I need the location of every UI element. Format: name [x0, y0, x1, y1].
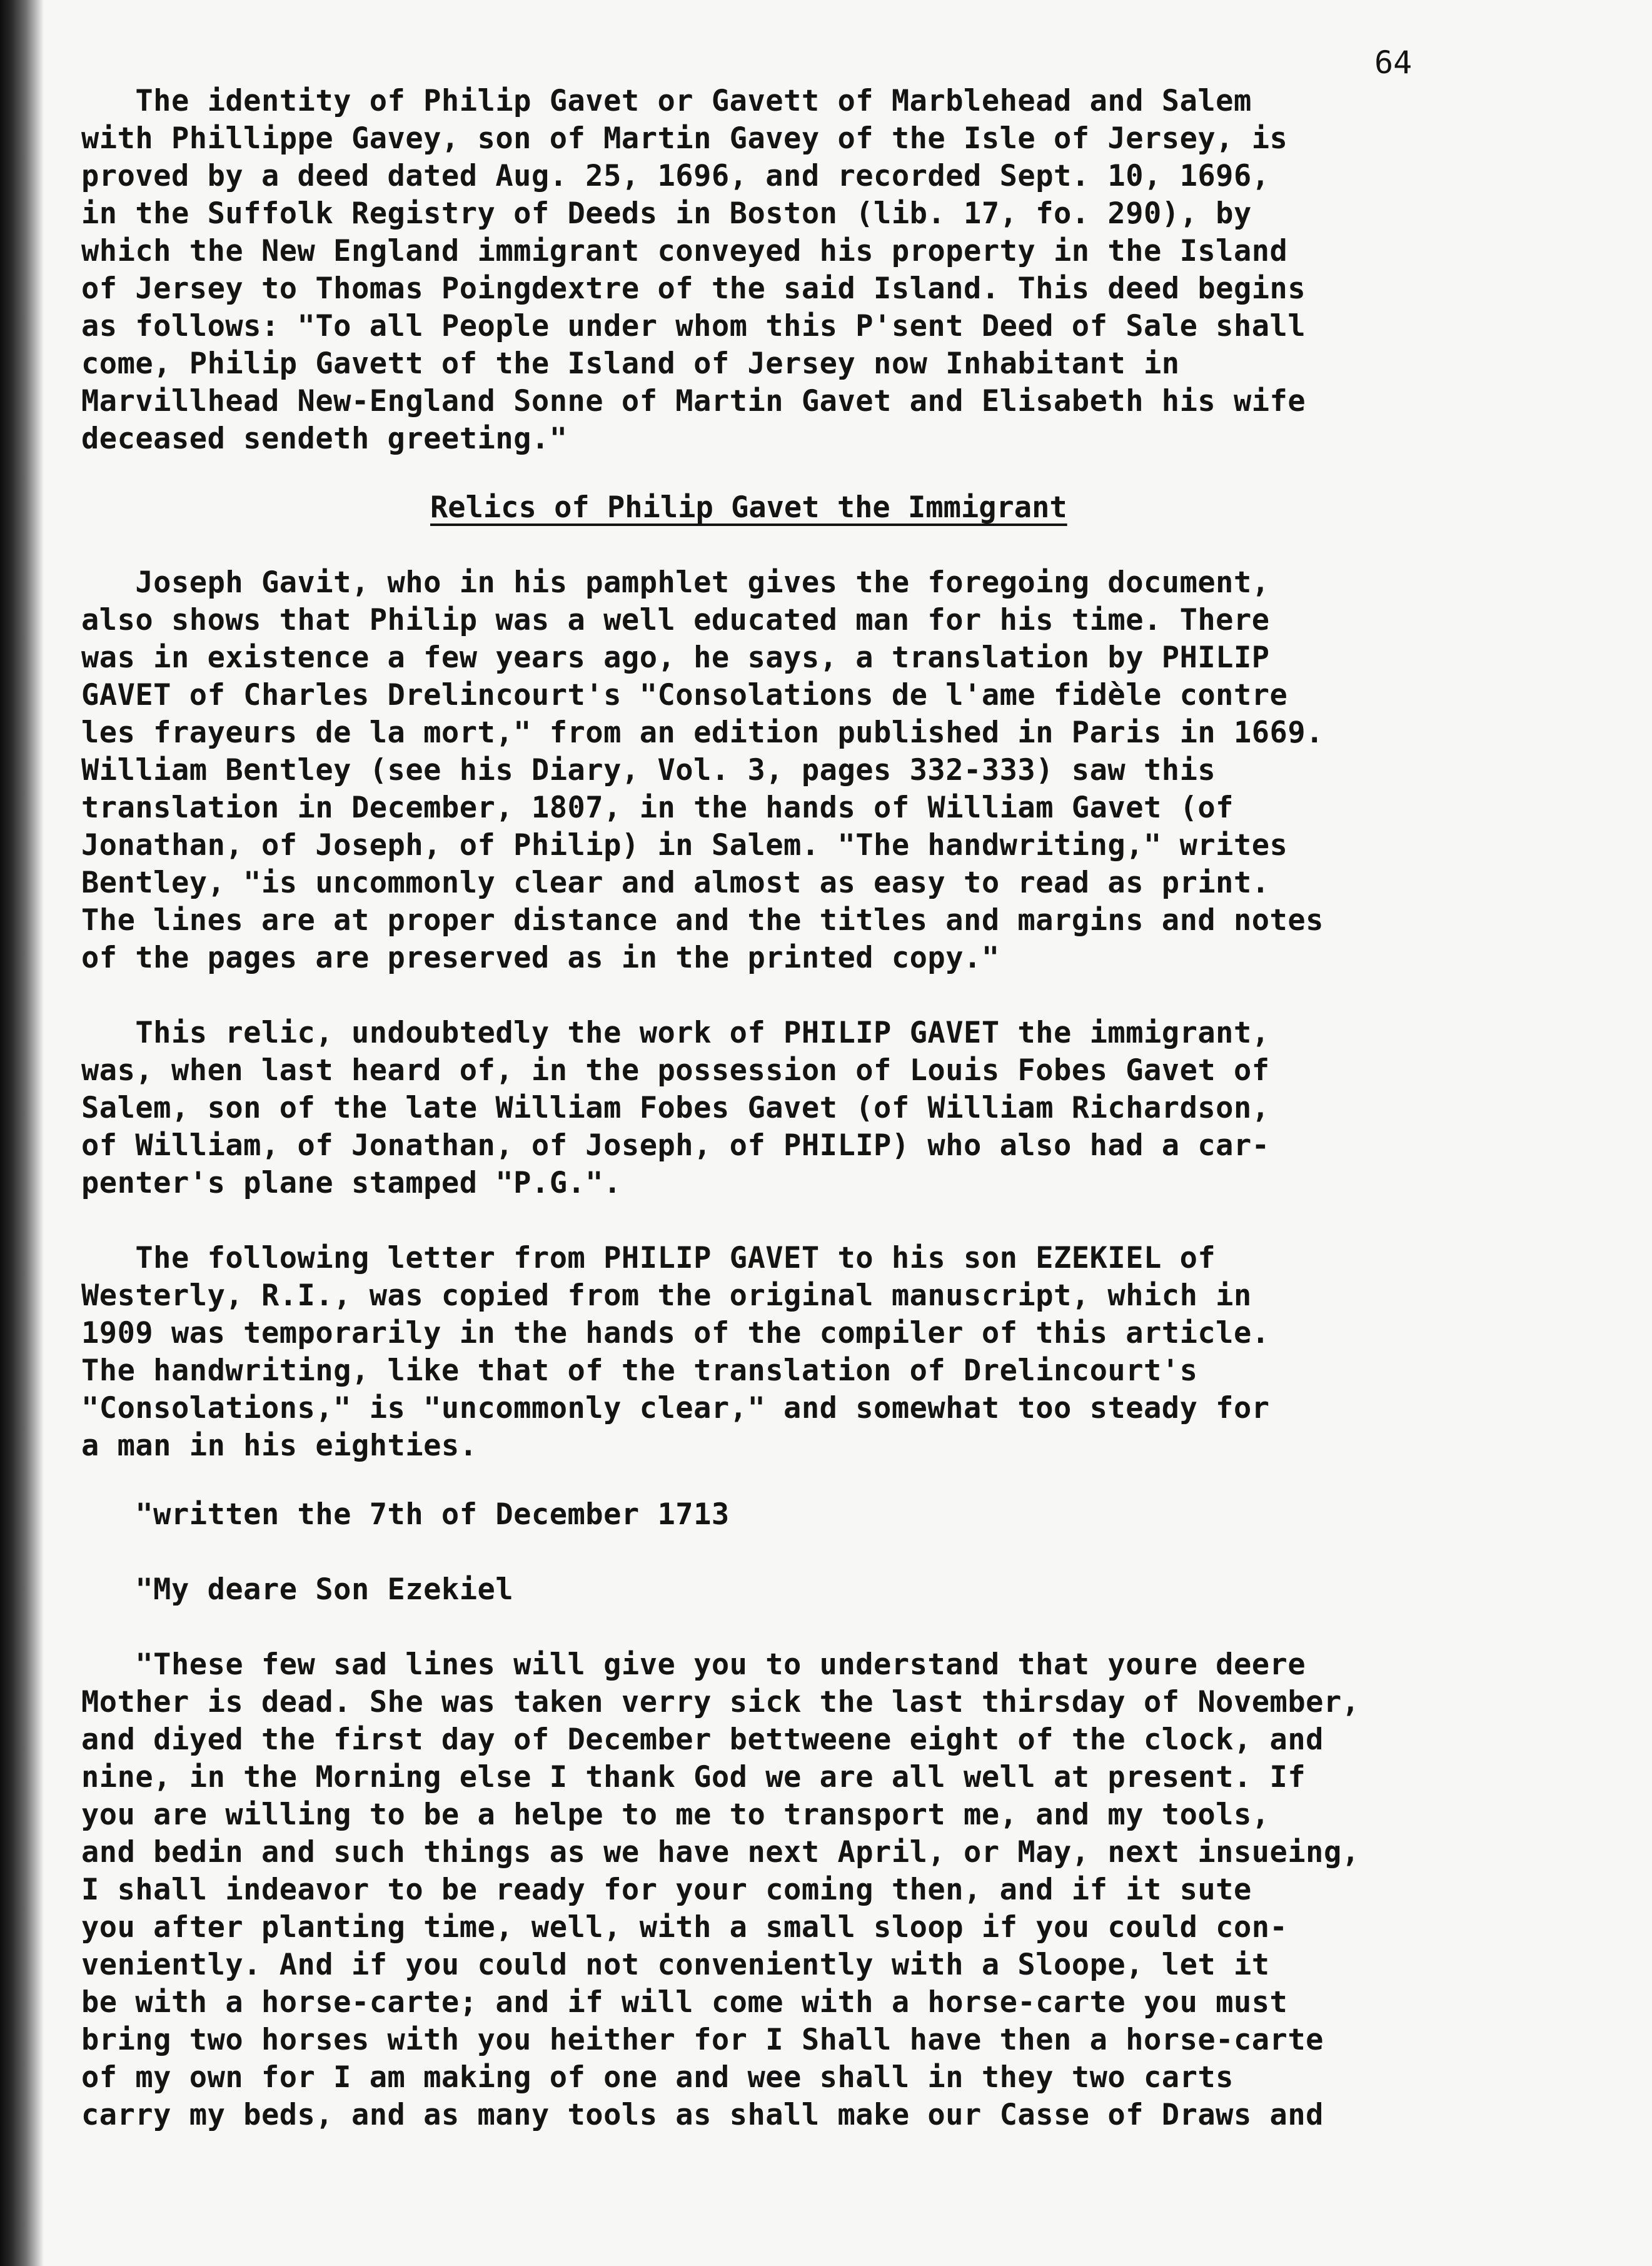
- text-line: The lines are at proper distance and the titles and margins and notes: [81, 903, 1324, 938]
- page-binding-shadow: [0, 0, 44, 2266]
- text-line: a man in his eighties.: [81, 1429, 478, 1463]
- text-line: Jonathan, of Joseph, of Philip) in Salem. "The handwriting," writes: [81, 828, 1288, 862]
- text-line: Westerly, R.I., was copied from the original manuscript, which in: [81, 1278, 1252, 1313]
- text-line: which the New England immigrant conveyed his property in the Island: [81, 234, 1288, 268]
- text-line: of Jersey to Thomas Poingdextre of the said Island. This deed begins: [81, 271, 1306, 306]
- text-line: come, Philip Gavett of the Island of Jersey now Inhabitant in: [81, 346, 1180, 381]
- text-line: Mother is dead. She was taken verry sick the last thirsday of November,: [81, 1685, 1360, 1719]
- text-line: translation in December, 1807, in the hands of William Gavet (of: [81, 791, 1234, 825]
- text-line: Joseph Gavit, who in his pamphlet gives the foregoing document,: [81, 565, 1270, 600]
- text-line: The handwriting, like that of the translation of Drelincourt's: [81, 1353, 1198, 1388]
- text-line: and bedin and such things as we have next April, or May, next insueing,: [81, 1835, 1360, 1869]
- text-line: of William, of Jonathan, of Joseph, of PHILIP) who also had a car-: [81, 1128, 1270, 1163]
- text-line: and diyed the first day of December bettweene eight of the clock, and: [81, 1722, 1324, 1757]
- text-line: penter's plane stamped "P.G.".: [81, 1166, 622, 1200]
- text-line: with Phillippe Gavey, son of Martin Gavey of the Isle of Jersey, is: [81, 121, 1288, 156]
- text-line: carry my beds, and as many tools as shall make our Casse of Draws and: [81, 2098, 1324, 2132]
- page-number: 64: [1374, 44, 1413, 81]
- text-line: be with a horse-carte; and if will come with a horse-carte you must: [81, 1985, 1288, 2020]
- text-line: Salem, son of the late William Fobes Gavet (of William Richardson,: [81, 1091, 1270, 1125]
- letter-salutation: "My deare Son Ezekiel: [81, 1572, 514, 1607]
- text-line: This relic, undoubtedly the work of PHILIP GAVET the immigrant,: [81, 1016, 1270, 1050]
- text-line: les frayeurs de la mort," from an edition published in Paris in 1669.: [81, 716, 1324, 750]
- section-heading: Relics of Philip Gavet the Immigrant: [430, 490, 1067, 525]
- text-line: was in existence a few years ago, he says, a translation by PHILIP: [81, 640, 1270, 675]
- text-line: I shall indeavor to be ready for your coming then, and if it sute: [81, 1873, 1252, 1907]
- text-line: you after planting time, well, with a small sloop if you could con-: [81, 1910, 1288, 1945]
- text-line: bring two horses with you heither for I Shall have then a horse-carte: [81, 2023, 1324, 2057]
- text-line: William Bentley (see his Diary, Vol. 3, pages 332-333) saw this: [81, 753, 1216, 787]
- text-line: nine, in the Morning else I thank God we are all well at present. If: [81, 1760, 1306, 1794]
- text-line: veniently. And if you could not conveniently with a Sloope, let it: [81, 1948, 1270, 1982]
- text-line: GAVET of Charles Drelincourt's "Consolations de l'ame fidèle contre: [81, 678, 1288, 712]
- text-line: as follows: "To all People under whom this P'sent Deed of Sale shall: [81, 309, 1306, 343]
- text-line: of my own for I am making of one and wee shall in they two carts: [81, 2060, 1234, 2095]
- letter-date: "written the 7th of December 1713: [81, 1497, 730, 1532]
- text-line: you are willing to be a helpe to me to transport me, and my tools,: [81, 1798, 1270, 1832]
- text-line: in the Suffolk Registry of Deeds in Boston (lib. 17, fo. 290), by: [81, 196, 1252, 231]
- text-line: proved by a deed dated Aug. 25, 1696, and recorded Sept. 10, 1696,: [81, 159, 1270, 193]
- text-line: was, when last heard of, in the possession of Louis Fobes Gavet of: [81, 1053, 1270, 1088]
- text-line: "These few sad lines will give you to understand that youre deere: [81, 1647, 1306, 1682]
- text-line: The identity of Philip Gavet or Gavett of Marblehead and Salem: [81, 84, 1252, 118]
- text-line: 1909 was temporarily in the hands of the compiler of this article.: [81, 1316, 1270, 1350]
- text-line: Marvillhead New-England Sonne of Martin Gavet and Elisabeth his wife: [81, 384, 1306, 418]
- text-line: The following letter from PHILIP GAVET to his son EZEKIEL of: [81, 1241, 1216, 1275]
- text-line: Bentley, "is uncommonly clear and almost as easy to read as print.: [81, 866, 1270, 900]
- text-line: deceased sendeth greeting.": [81, 422, 568, 456]
- text-line: of the pages are preserved as in the printed copy.": [81, 941, 1000, 975]
- text-line: "Consolations," is "uncommonly clear," and somewhat too steady for: [81, 1391, 1270, 1425]
- text-line: also shows that Philip was a well educated man for his time. There: [81, 603, 1270, 637]
